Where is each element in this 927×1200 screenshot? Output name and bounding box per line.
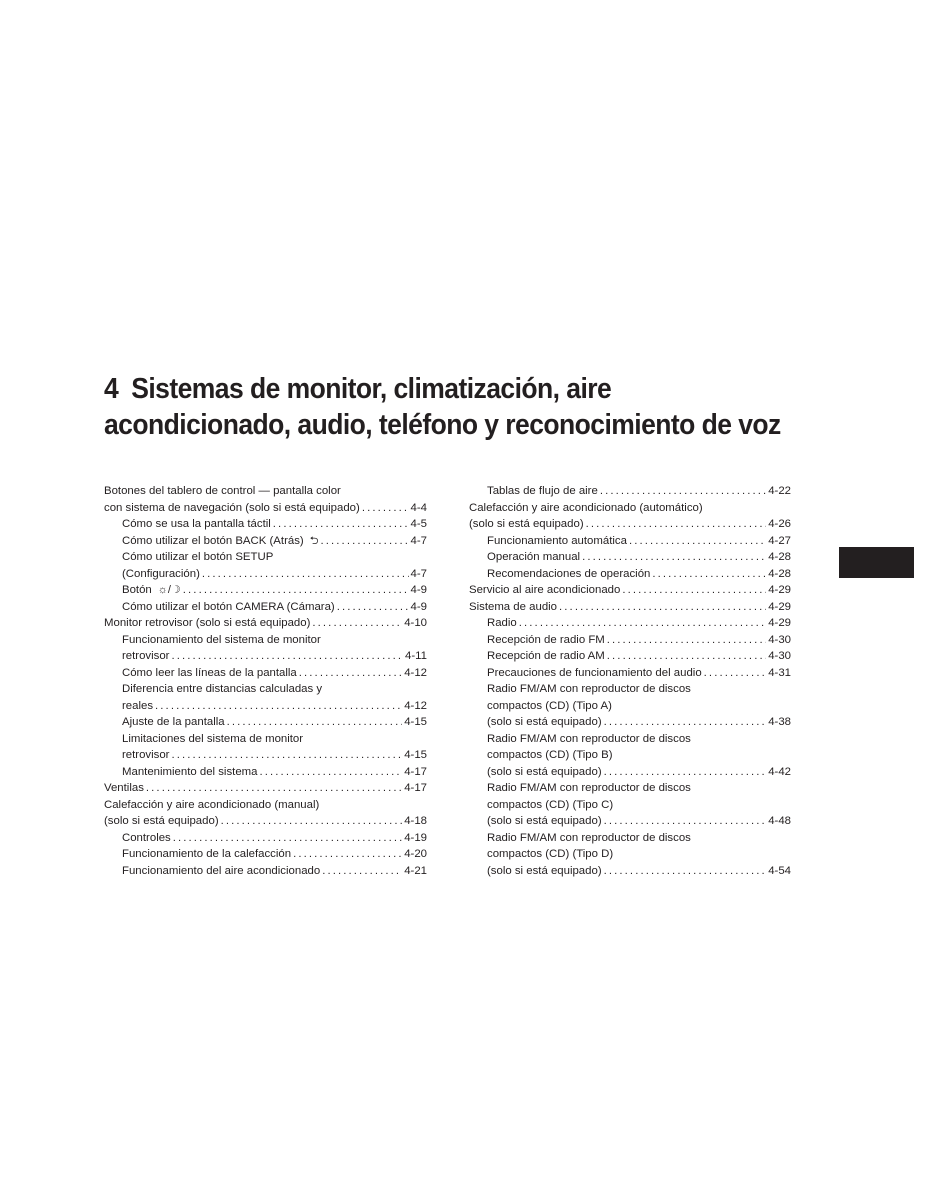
chapter-number: 4 [104, 373, 119, 406]
dot-leader [146, 780, 402, 797]
toc-entry-text: Radio FM/AM con reproductor de discos [487, 683, 691, 695]
dot-leader [273, 516, 409, 533]
toc-entry[interactable] [469, 500, 791, 533]
toc-entry-text: Recomendaciones de operación [487, 567, 651, 580]
dot-leader [519, 615, 766, 632]
toc-page-number: 4-11 [405, 650, 427, 662]
dot-leader [322, 863, 402, 880]
toc-entry-text: Botones del tablero de control — pantalla color [104, 485, 341, 497]
toc-page-number: 4-15 [404, 716, 427, 728]
toc-page-number: 4-10 [404, 617, 427, 629]
toc-entry[interactable] [469, 533, 791, 550]
toc-entry[interactable] [104, 516, 427, 533]
dot-leader [173, 830, 402, 847]
toc-entry[interactable] [104, 615, 427, 632]
toc-entry-text: reales [122, 699, 154, 712]
toc-entry[interactable] [104, 632, 427, 665]
toc-entry[interactable] [469, 549, 791, 566]
toc-page-number: 4-15 [404, 749, 427, 761]
toc-entry[interactable] [104, 714, 427, 731]
toc-entry-text: Operación manual [487, 551, 581, 563]
toc-left-column [104, 483, 427, 879]
toc-entry[interactable] [469, 681, 791, 731]
toc-page-number: 4-26 [768, 518, 791, 530]
toc-entry-text: (Configuración) [122, 567, 200, 580]
toc-entry-text: Ventilas [104, 782, 144, 794]
toc-entry[interactable] [104, 533, 427, 550]
toc-page-number: 4-21 [404, 864, 427, 877]
toc-entry[interactable] [469, 632, 791, 649]
toc-page-number: 4-29 [768, 584, 791, 596]
dot-leader [559, 599, 766, 616]
toc-entry-text: Ajuste de la pantalla [122, 716, 225, 728]
chapter-title-line1: Sistemas de monitor, climatización, aire [131, 373, 612, 406]
toc-entry-text: Recepción de radio FM [487, 633, 605, 646]
toc-entry-text: Cómo leer las líneas de la pantalla [122, 666, 297, 679]
toc-entry[interactable] [469, 665, 791, 682]
toc-entry[interactable] [104, 483, 427, 516]
dot-leader [183, 582, 409, 599]
toc-entry[interactable] [104, 681, 427, 714]
toc-page-number: 4-5 [410, 518, 427, 530]
dot-leader [299, 665, 402, 682]
toc-page-number: 4-30 [768, 650, 791, 662]
toc-page-number: 4-20 [404, 848, 427, 860]
toc-entry[interactable] [104, 582, 427, 599]
toc-page-number: 4-28 [768, 567, 791, 580]
toc-entry-text: Sistema de audio [469, 600, 558, 613]
toc-entry-text: Funcionamiento automática [487, 534, 627, 547]
toc-entry-text: Radio FM/AM con reproductor de discos [487, 732, 691, 745]
toc-entry-text: (solo si está equipado) [487, 765, 602, 778]
toc-entry-text: Funcionamiento de la calefacción [122, 848, 292, 860]
toc-entry[interactable] [469, 780, 791, 830]
toc-page-number: 4-31 [768, 666, 791, 679]
dot-leader [629, 533, 766, 550]
dot-leader [321, 533, 409, 550]
toc-entry-text: Radio FM/AM con reproductor de discos [487, 831, 691, 844]
dot-leader [221, 813, 403, 830]
toc-entry-text: compactos (CD) (Tipo A) [487, 699, 612, 712]
toc-entry-text: Cómo utilizar el botón CAMERA (Cámara) [122, 600, 335, 613]
toc-entry-text: Precauciones de funcionamiento del audio [487, 666, 702, 679]
chapter-title [104, 371, 811, 443]
toc-entry-text: (solo si está equipado) [469, 518, 584, 530]
toc-entry-text: Cómo utilizar el botón SETUP [122, 551, 274, 563]
toc-page-number: 4-19 [404, 831, 427, 844]
dot-leader [202, 566, 409, 583]
toc-entry-text: Radio [487, 617, 517, 629]
toc-entry[interactable] [104, 549, 427, 582]
dot-leader [293, 846, 402, 863]
toc-page-number: 4-9 [410, 600, 427, 613]
toc-page-number: 4-48 [768, 815, 791, 827]
dot-leader [600, 483, 766, 500]
dot-leader [312, 615, 402, 632]
toc-entry[interactable] [469, 830, 791, 880]
toc-entry-text: Botón [122, 584, 152, 596]
toc-entry[interactable] [104, 830, 427, 847]
toc-entry-text: Radio FM/AM con reproductor de discos [487, 782, 691, 794]
toc-entry-text: Funcionamiento del sistema de monitor [122, 633, 321, 646]
toc-page-number: 4-7 [410, 567, 427, 580]
dot-leader [337, 599, 409, 616]
toc-entry-text: (solo si está equipado) [487, 815, 602, 827]
toc-entry-text: compactos (CD) (Tipo C) [487, 798, 614, 811]
toc-entry[interactable] [104, 599, 427, 616]
toc-page-number: 4-12 [404, 699, 427, 712]
toc-page-number: 4-4 [410, 501, 427, 514]
dot-leader [604, 813, 767, 830]
dot-leader [586, 516, 767, 533]
toc-entry-text: Controles [122, 831, 171, 844]
toc-page-number: 4-30 [768, 633, 791, 646]
toc-entry-text: Mantenimiento del sistema [122, 765, 258, 778]
toc-entry-text: Calefacción y aire acondicionado (automático) [469, 501, 703, 514]
toc-entry[interactable] [104, 797, 427, 830]
toc-page-number: 4-27 [768, 534, 791, 547]
toc-entry[interactable] [469, 483, 791, 500]
toc-page-number: 4-28 [768, 551, 791, 563]
dot-leader [607, 632, 766, 649]
toc-page-number: 4-9 [410, 584, 427, 596]
toc-entry-text: Cómo utilizar el botón BACK (Atrás) [122, 534, 304, 547]
dot-leader [155, 698, 402, 715]
toc-right-column [469, 483, 791, 879]
toc-entry[interactable] [104, 780, 427, 797]
toc-entry-text: Diferencia entre distancias calculadas y [122, 683, 323, 695]
toc-entry[interactable] [104, 846, 427, 863]
toc-page-number: 4-29 [768, 600, 791, 613]
back-arrow-icon: ⮌ [309, 534, 319, 547]
dot-leader [582, 549, 766, 566]
toc-entry-text: compactos (CD) (Tipo D) [487, 848, 614, 860]
dot-leader [607, 648, 766, 665]
toc-entry-text: Limitaciones del sistema de monitor [122, 732, 304, 745]
toc-entry-text: Recepción de radio AM [487, 650, 605, 662]
toc-entry-text: retrovisor [122, 749, 170, 761]
brightness-day-night-icon: ☼/☽ [157, 584, 181, 596]
toc-entry[interactable] [469, 615, 791, 632]
toc-entry[interactable] [469, 648, 791, 665]
toc-entry[interactable] [104, 764, 427, 781]
toc-page-number: 4-12 [404, 666, 427, 679]
toc-entry-text: retrovisor [122, 650, 170, 662]
toc-entry-text: (solo si está equipado) [487, 716, 602, 728]
toc-page-number: 4-54 [768, 864, 791, 877]
toc-page-number: 4-29 [768, 617, 791, 629]
toc-entry[interactable] [104, 863, 427, 880]
dot-leader [622, 582, 766, 599]
toc-entry-text: (solo si está equipado) [104, 815, 219, 827]
dot-leader [227, 714, 403, 731]
toc-entry-text: Funcionamiento del aire acondicionado [122, 864, 321, 877]
dot-leader [171, 747, 402, 764]
toc-page-number: 4-7 [410, 534, 427, 547]
toc-entry[interactable] [469, 566, 791, 583]
toc-entry-text: (solo si está equipado) [487, 864, 602, 877]
toc-page-number: 4-38 [768, 716, 791, 728]
toc-page-number: 4-18 [404, 815, 427, 827]
toc-entry-text: Cómo se usa la pantalla táctil [122, 518, 271, 530]
dot-leader [362, 500, 409, 517]
toc-page-number: 4-22 [768, 485, 791, 497]
toc-entry[interactable] [469, 582, 791, 599]
dot-leader [604, 714, 767, 731]
toc-entry-text: compactos (CD) (Tipo B) [487, 749, 613, 761]
dot-leader [171, 648, 403, 665]
toc-entry[interactable] [104, 665, 427, 682]
toc-entry[interactable] [469, 731, 791, 781]
dot-leader [260, 764, 403, 781]
dot-leader [704, 665, 767, 682]
toc-page-number: 4-42 [768, 765, 791, 778]
toc-entry-text: Calefacción y aire acondicionado (manual) [104, 798, 320, 811]
toc-entry-text: Servicio al aire acondicionado [469, 584, 621, 596]
toc-entry[interactable] [104, 731, 427, 764]
dot-leader [652, 566, 766, 583]
toc-page-number: 4-17 [404, 765, 427, 778]
chapter-tab-marker [839, 547, 914, 578]
toc-page-number: 4-17 [404, 782, 427, 794]
chapter-title-line2: acondicionado, audio, teléfono y reconocimiento de voz [104, 409, 781, 442]
toc-entry-text: Tablas de flujo de aire [487, 485, 598, 497]
toc-entry[interactable] [469, 599, 791, 616]
dot-leader [604, 863, 767, 880]
dot-leader [604, 764, 767, 781]
toc-entry-text: con sistema de navegación (solo si está equipado) [104, 501, 360, 514]
toc-entry-text: Monitor retrovisor (solo si está equipado) [104, 617, 311, 629]
